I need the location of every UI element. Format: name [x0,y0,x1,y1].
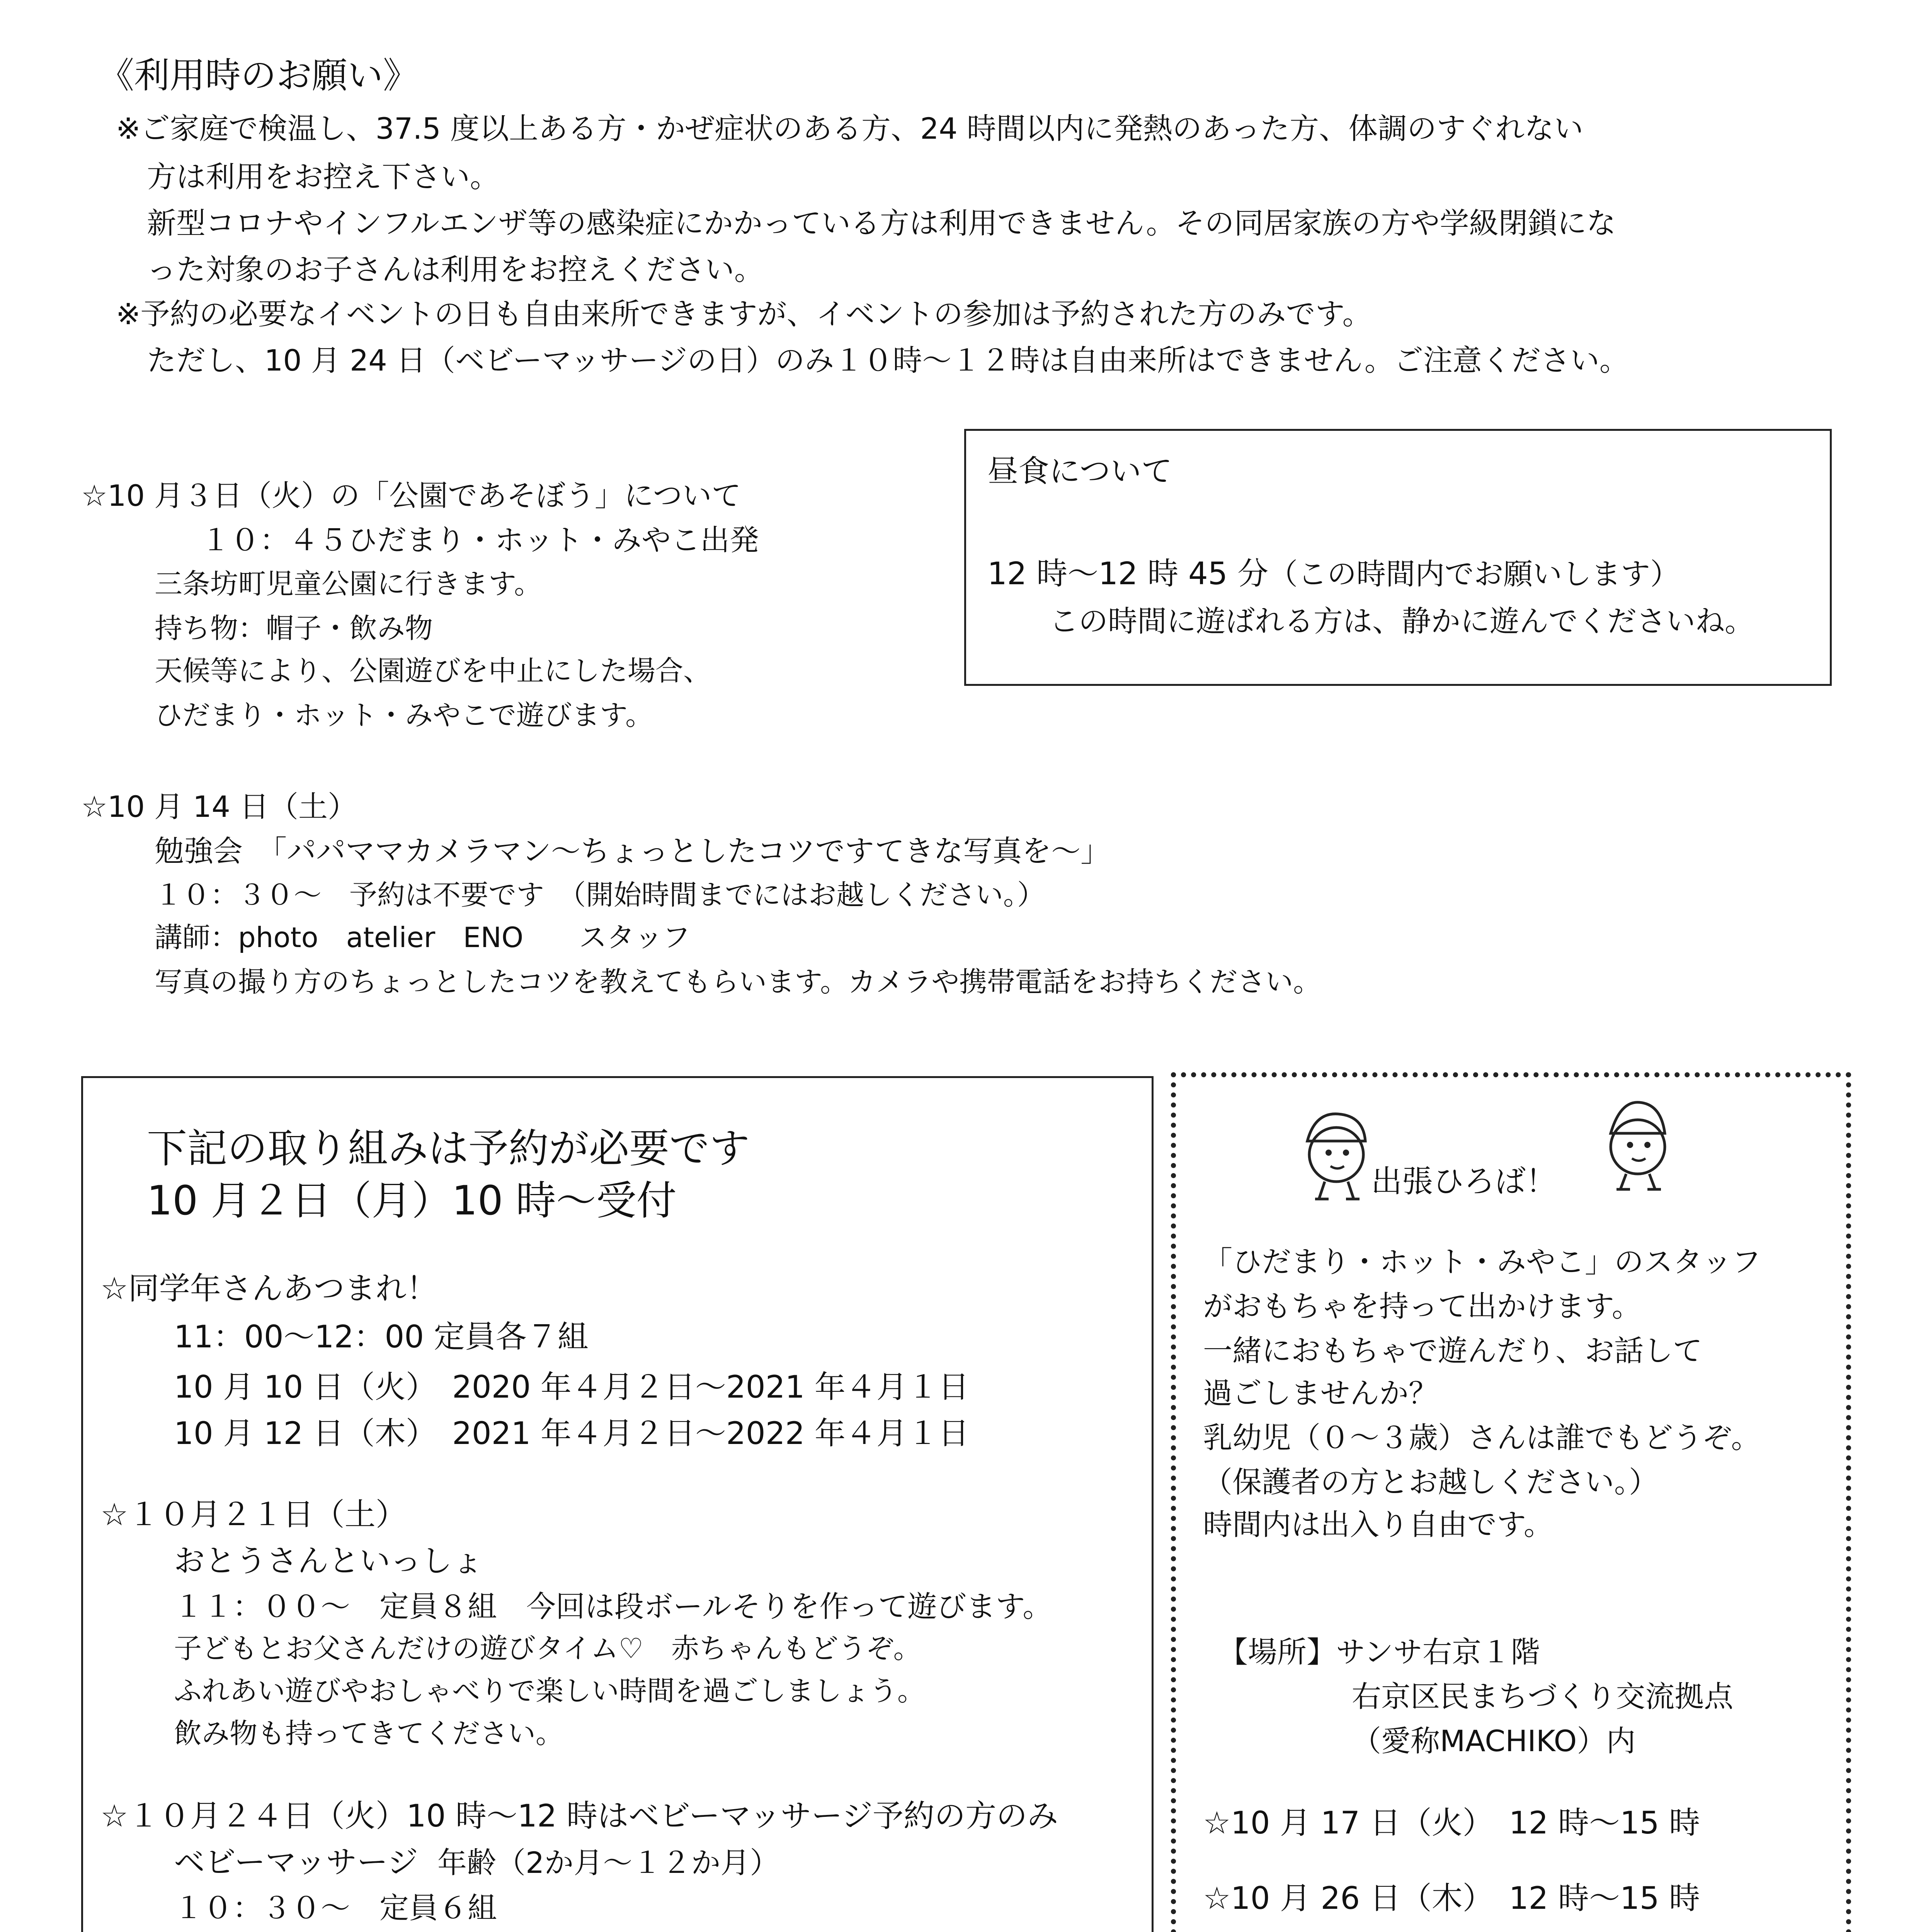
park-event-line: 持ち物：帽子・飲み物 [155,612,433,645]
lunch-note: この時間に遊ばれる方は、静かに遊んでくださいね。 [1049,604,1754,638]
mascot-icon [1292,1104,1381,1205]
reservation-line: 子どもとお父さんだけの遊びタイム♡ 赤ちゃんもどうぞ。 [174,1632,921,1665]
reservation-line-row [174,1844,779,1880]
reservation-line: 11：00～12：00 定員各７組 [174,1319,589,1355]
reservation-event-heading: ☆同学年さんあつまれ！ [100,1270,437,1306]
notice-line: 新型コロナやインフルエンザ等の感染症にかかっている方は利用できません。その同居家族の方や学級閉鎖にな [147,206,1616,240]
lunch-time-row [987,556,1680,592]
outreach-place: 【場所】サンサ右京１階 [1218,1635,1540,1669]
outreach-line: がおもちゃを持って出かけます。 [1203,1289,1641,1323]
notice-line: ※予約の必要なイベントの日も自由来所できますが、イベントの参加は予約された方のみです。 [116,297,1372,331]
reservation-line: おとうさんといっしょ [174,1543,483,1579]
outreach-line: 右京区民まちづくり交流拠点 [1352,1679,1734,1714]
lunch-time: 12 時～12 時 45 分 [987,556,1269,592]
outreach-line: （保護者の方とお越しください。） [1203,1465,1658,1499]
outreach-box [1171,1072,1851,1932]
lunch-title: 昼食について [987,453,1172,489]
mascot-icon [1593,1095,1682,1195]
baby-massage-title: ベビーマッサージ [174,1844,418,1880]
park-event-line: 三条坊町児童公園に行きます。 [155,568,542,600]
reservation-line: １０：３０～ 定員６組 [174,1891,497,1925]
notice-title: 《利用時のお願い》 [99,55,419,96]
notice-line: ただし、10 月 24 日（ベビーマッサージの日）のみ１０時～１２時は自由来所はできません。ご注意ください。 [147,343,1629,378]
reservation-box [81,1076,1154,1932]
reservation-line: 10 月 12 日（木） 2021 年４月２日～2022 年４月１日 [174,1415,969,1451]
baby-massage-age: 年齢（2か月～１２か月） [437,1845,779,1880]
reservation-header-1: 下記の取り組みは予約が必要です [147,1125,750,1172]
outreach-line: 乳幼児（０～３歳）さんは誰でもどうぞ。 [1203,1420,1761,1455]
outreach-line: 一緒におもちゃで遊んだり、お話して [1203,1333,1702,1368]
reservation-line: １１：００～ 定員８組 今回は段ボールそりを作って遊びます。 [174,1589,1052,1624]
reservation-line: ふれあい遊びやおしゃべりで楽しい時間を過ごしましょう。 [174,1675,926,1707]
study-event-heading: ☆10 月 14 日（土） [81,789,357,824]
study-event-title: 勉強会 「パパママカメラマン～ちょっとしたコツですてきな写真を～」 [155,834,1110,868]
park-event-heading: ☆10 月３日（火）の「公園であそぼう」について [81,478,741,513]
reservation-line: 10 月 10 日（火） 2020 年４月２日～2021 年４月１日 [174,1369,969,1405]
outreach-line: 時間内は出入り自由です。 [1203,1507,1553,1542]
outreach-date: ☆10 月 17 日（火） 12 時～15 時 [1203,1805,1700,1841]
park-event-line: ひだまり・ホット・みやこで遊びます。 [155,699,653,731]
lunch-box [964,429,1832,686]
reservation-line: 飲み物も持ってきてください。 [174,1717,564,1750]
study-event-line: １０：３０～ 予約は不要です （開始時間までにはお越しください。） [155,879,1045,911]
park-event-line: 天候等により、公園遊びを中止にした場合、 [155,655,711,687]
notice-line: った対象のお子さんは利用をお控えください。 [147,252,764,287]
reservation-event-heading: ☆１０月２４日（火）10 時～12 時はベビーマッサージ予約の方のみ [100,1798,1058,1834]
reservation-header-2: 10 月２日（月）10 時～受付 [147,1177,677,1224]
study-event-line: 写真の撮り方のちょっとしたコツを教えてもらいます。カメラや携帯電話をお持ちください。 [155,966,1321,998]
outreach-line: 「ひだまり・ホット・みやこ」のスタッフ [1203,1245,1761,1279]
lunch-time-note: （この時間内でお願いします） [1268,557,1680,591]
notice-line: 方は利用をお控え下さい。 [147,160,499,194]
outreach-line: （愛称MACHIKO）内 [1352,1724,1636,1758]
outreach-line: 過ごしませんか？ [1203,1376,1438,1410]
reservation-event-heading: ☆１０月２１日（土） [100,1497,407,1532]
outreach-date: ☆10 月 26 日（木） 12 時～15 時 [1203,1880,1700,1916]
park-event-line: １０：４５ひだまり・ホット・みやこ出発 [201,523,759,557]
study-event-line: 講師：photo atelier ENO スタッフ [155,921,691,954]
outreach-title: 出張ひろば！ [1371,1163,1557,1199]
notice-line: ※ご家庭で検温し、37.5 度以上ある方・かぜ症状のある方、24 時間以内に発熱のあった方、体調のすぐれない [116,111,1584,146]
